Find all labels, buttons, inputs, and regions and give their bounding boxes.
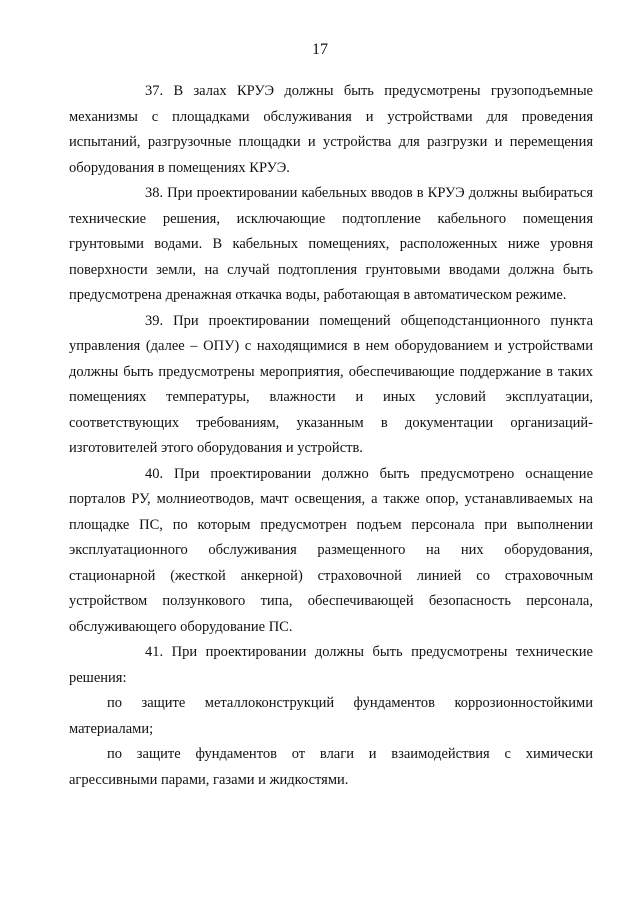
paragraph-number: 41. xyxy=(145,644,164,660)
paragraph-text: При проектировании должны быть предусмотрены технические решения: xyxy=(69,644,593,686)
paragraph-number: 38. xyxy=(145,185,164,201)
paragraph-text: При проектировании должно быть предусмотрено оснащение порталов РУ, молниеотводов, мачт освещения, а также опор, устанавливаемых на площадке ПС, по которым предусмотрен подъем персонала при выполнении эксплуатационного обслуживания размещенного на них оборудования, стационарной (жесткой анкерной) страховочной линией со страховочным устройством ползункового типа, обеспечивающей безопасность персонала, обслуживающего оборудование ПС. xyxy=(69,465,594,635)
document-body xyxy=(69,79,593,793)
sub-item-1: по защите металлоконструкций фундаментов коррозионностойкими материалами; xyxy=(69,695,593,737)
paragraph-number: 37. xyxy=(145,83,164,99)
paragraph-text: В залах КРУЭ должны быть предусмотрены грузоподъемные механизмы с площадками обслуживания и устройствами для проведения испытаний, разгрузочные площадки и устройства для разгрузки и перемещения оборудования в помещениях КРУЭ. xyxy=(69,83,593,176)
paragraph-39 xyxy=(69,309,593,462)
paragraph-37 xyxy=(69,79,593,181)
paragraph-40 xyxy=(69,462,593,641)
paragraph-text: При проектировании кабельных вводов в КРУЭ должны выбираться технические решения, исключающие подтопление кабельного помещения грунтовыми водами. В кабельных помещениях, расположенных ниже уровня поверхности земли, на случай подтопления грунтовыми вводами должна быть предусмотрена дренажная откачка воды, работающая в автоматическом режиме. xyxy=(69,185,594,303)
paragraph-number: 39. xyxy=(145,312,164,329)
paragraph-text: При проектировании помещений общеподстанционного пункта управления (далее – ОПУ) с находящимися в нем оборудованием и устройствами должны быть предусмотрены мероприятия, обеспечивающие поддержание в таких помещениях температуры, влажности и иных условий эксплуатации, соответствующих требованиям, указанным в документации организаций-изготовителей этого оборудования и устройств. xyxy=(69,312,593,456)
page-number: 17 xyxy=(312,41,328,58)
paragraph-38 xyxy=(69,181,593,309)
paragraph-number: 40. xyxy=(145,465,164,482)
paragraph-41 xyxy=(69,640,593,691)
sub-item-2: по защите фундаментов от влаги и взаимодействия с химически агрессивными парами, газами и жидкостями. xyxy=(69,746,593,788)
